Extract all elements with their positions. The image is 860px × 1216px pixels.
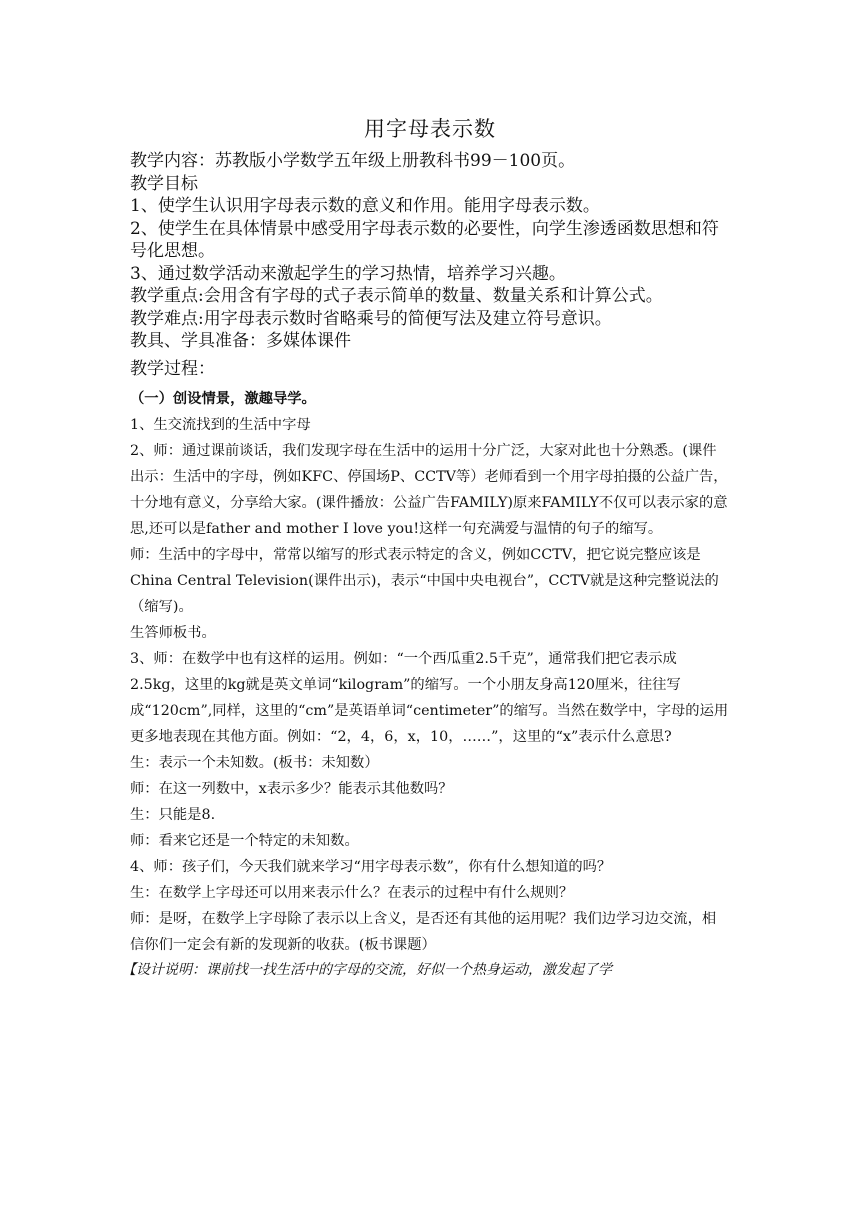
body-paragraph: 2、师：通过课前谈话，我们发现字母在生活中的运用十分广泛，大家对此也十分熟悉。(课件出示：生活中的字母，例如KFC、停国场P、CCTV等）老师看到一个用字母拍摄的公益广告，十分地有意义，分享给大家。(课件播放：公益广告FAMILY)原来FAMILY不仅可以表示家的意思,还可以是father and mother I love you!这样一句充满爱与温情的句子的缩写。 xyxy=(130,443,728,537)
body-paragraph: 生答师板书。 xyxy=(130,625,216,641)
teaching-goals-label: 教学目标 xyxy=(130,173,198,194)
key-points: 教学重点:会用含有字母的式子表示简单的数量、数量关系和计算公式。 xyxy=(130,286,663,306)
goal-1: 1、使学生认识用字母表示数的意义和作用。能用字母表示数。 xyxy=(130,196,600,216)
difficult-points: 教学难点:用字母表示数时省略乘号的简便写法及建立符号意识。 xyxy=(130,308,612,329)
document-content xyxy=(122,114,730,982)
body-paragraph: 师：在这一列数中，x表示多少？能表示其他数吗？ xyxy=(130,781,453,797)
design-note: 【设计说明：课前找一找生活中的字母的交流，好似一个热身运动，激发起了学 xyxy=(122,962,612,978)
goal-3: 3、通过数学活动来激起学生的学习热情，培养学习兴趣。 xyxy=(130,263,566,284)
document-title: 用字母表示数 xyxy=(364,117,496,141)
teaching-content: 教学内容：苏教版小学数学五年级上册教科书99－100页。 xyxy=(130,151,576,171)
body-paragraph: 生：表示一个未知数。(板书：未知数） xyxy=(130,755,379,771)
section-heading: （一）创设情景，激趣导学。 xyxy=(130,391,316,407)
goal-2: 2、使学生在具体情景中感受用字母表示数的必要性，向学生渗透函数思想和符号化思想。 xyxy=(130,218,719,261)
body-paragraph: 师：是呀，在数学上字母除了表示以上含义，是否还有其他的运用呢？我们边学习边交流，相信你们一定会有新的发现新的收获。(板书课题） xyxy=(130,911,717,953)
body-paragraph: 3、师：在数学中也有这样的运用。例如：“一个西瓜重2.5千克”，通常我们把它表示成2.5kg，这里的kg就是英文单词“kilogram”的缩写。一个小朋友身高120厘米，往往写成“120cm”,同样，这里的“cm”是英语单词“centimeter”的缩写。当然在数学中，字母的运用更多地表现在其他方面。例如：“2，4，6，x，10，……”，这里的“x”表示什么意思? xyxy=(130,651,729,745)
body-paragraph: 生：在数学上字母还可以用来表示什么？在表示的过程中有什么规则？ xyxy=(130,885,574,901)
body-paragraph: 4、师：孩子们，今天我们就来学习“用字母表示数”，你有什么想知道的吗？ xyxy=(130,859,612,875)
body-paragraph: 师：看来它还是一个特定的未知数。 xyxy=(130,833,359,849)
body-paragraph: 师：生活中的字母中，常常以缩写的形式表示特定的含义，例如CCTV，把它说完整应该是China Central Television(课件出示)，表示“中国中央电视台”，CCTV就是这种完整说法的（缩写)。 xyxy=(130,547,719,615)
body-paragraph: 生：只能是8. xyxy=(130,807,216,823)
body-paragraph: 1、生交流找到的生活中字母 xyxy=(130,417,311,433)
teaching-aids: 教具、学具准备：多媒体课件 xyxy=(130,331,351,351)
teaching-process-label: 教学过程： xyxy=(130,358,215,379)
